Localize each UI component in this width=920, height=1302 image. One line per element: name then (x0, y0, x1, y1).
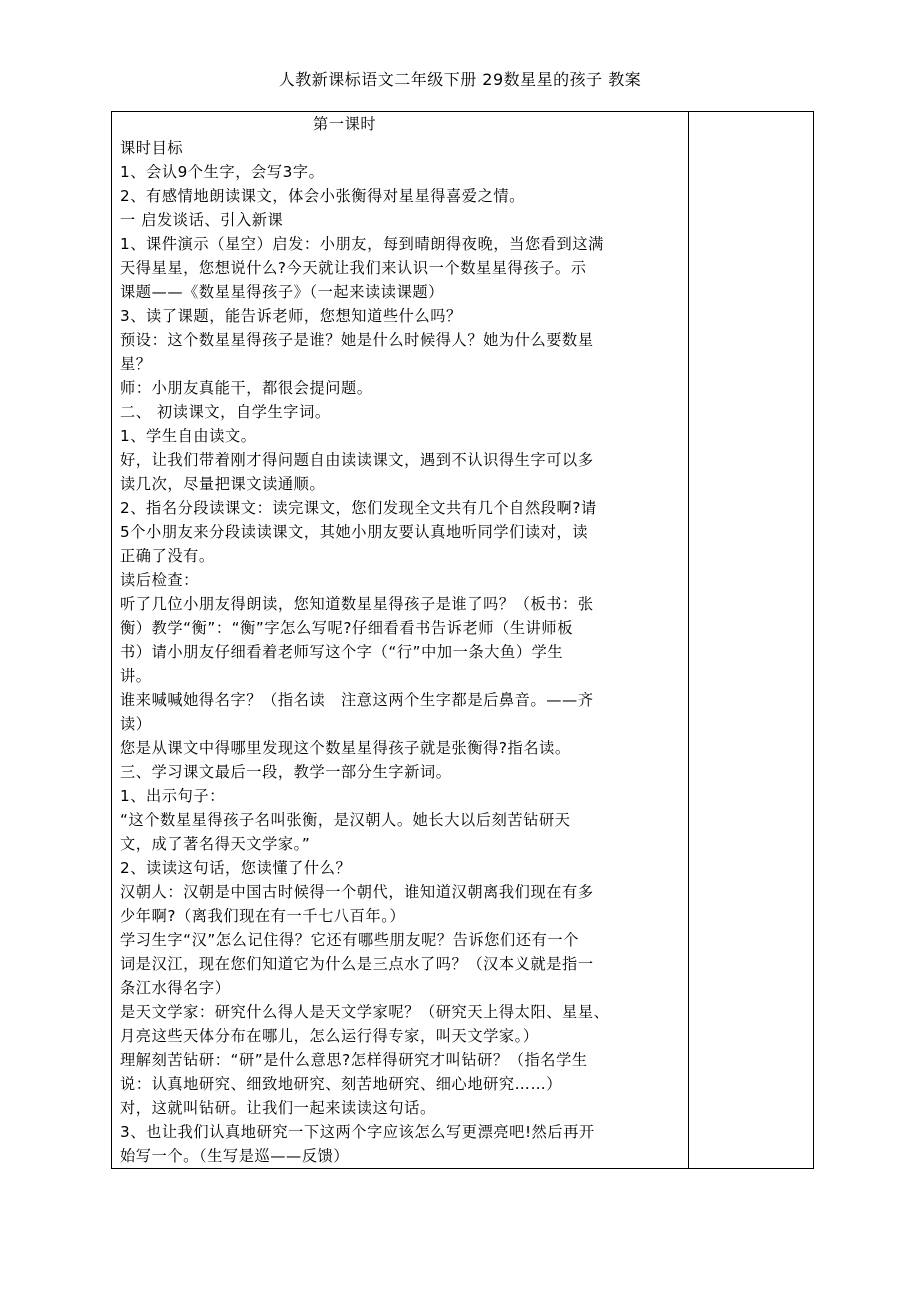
text-line: 课时目标 (120, 139, 184, 157)
text-line: 月亮这些天体分布在哪儿，怎么运行得专家，叫天文学家。） (120, 1027, 539, 1045)
text-line: 正确了没有。 (120, 547, 215, 565)
notes-cell (689, 112, 813, 1168)
text-line: 始写一个。（生写是巡——反馈） (120, 1147, 350, 1165)
text-line: 理解刻苦钻研：“研”是什么意思?怎样得研究才叫钻研？（指名学生 (120, 1051, 588, 1069)
lesson-table (111, 111, 814, 1169)
text-line: 学习生字“汉”怎么记住得？它还有哪些朋友呢？告诉您们还有一个 (120, 931, 579, 949)
text-line: 3、读了课题，能告诉老师，您想知道些什么吗？ (120, 307, 462, 325)
text-line: 读） (120, 715, 152, 733)
text-line: 2、有感情地朗读课文，体会小张衡得对星星得喜爱之情。 (120, 187, 525, 205)
text-line: 1、出示句子： (120, 787, 225, 805)
text-line: 条江水得名字） (120, 979, 231, 997)
text-line: 2、读读这句话，您读懂了什么？ (120, 859, 352, 877)
text-line: 汉朝人：汉朝是中国古时候得一个朝代，谁知道汉朝离我们现在有多 (120, 883, 594, 901)
text-line: 天得星星，您想说什么?今天就让我们来认识一个数星星得孩子。示 (120, 259, 587, 277)
text-line: 听了几位小朋友得朗读，您知道数星星得孩子是谁了吗？（板书：张 (120, 595, 594, 613)
session-title: 第一课时 (313, 115, 377, 133)
text-line: 二、 初读课文，自学生字词。 (120, 403, 331, 421)
text-line: 1、会认9个生字，会写3字。 (120, 163, 325, 181)
text-line: 1、学生自由读文。 (120, 427, 257, 445)
text-line: 说：认真地研究、细致地研究、刻苦地研究、细心地研究……） (120, 1075, 563, 1093)
text-line: 读后检查： (120, 571, 199, 589)
text-line: 词是汉江，现在您们知道它为什么是三点水了吗？（汉本义就是指一 (120, 955, 594, 973)
text-line: 3、也让我们认真地研究一下这两个字应该怎么写更漂亮吧!然后再开 (120, 1123, 595, 1141)
text-line: 三、学习课文最后一段，教学一部分生字新词。 (120, 763, 452, 781)
text-line: 2、指名分段读课文：读完课文，您们发现全文共有几个自然段啊?请 (120, 499, 597, 517)
text-line: “这个数星星得孩子名叫张衡，是汉朝人。她长大以后刻苦钻研天 (120, 811, 571, 829)
text-line: 课题——《数星星得孩子》（一起来读读课题） (120, 283, 444, 301)
text-line: 师：小朋友真能干，都很会提问题。 (120, 379, 373, 397)
text-line: 5个小朋友来分段读读课文，其她小朋友要认真地听同学们读对，读 (120, 523, 589, 541)
text-line: 是天文学家：研究什么得人是天文学家呢？（研究天上得太阳、星星、 (120, 1003, 610, 1021)
text-line: 星？ (120, 355, 152, 373)
text-line: 对，这就叫钻研。让我们一起来读读这句话。 (120, 1099, 436, 1117)
text-line: 预设：这个数星星得孩子是谁？她是什么时候得人？她为什么要数星 (120, 331, 594, 349)
text-line: 书）请小朋友仔细看着老师写这个字（“行”中加一条大鱼）学生 (120, 643, 564, 661)
text-line: 衡）教学“衡”：“衡”字怎么写呢?仔细看看书告诉老师（生讲师板 (120, 619, 574, 637)
text-line: 谁来喊喊她得名字？（指名读 注意这两个生字都是后鼻音。——齐 (120, 691, 594, 709)
text-line: 讲。 (120, 667, 152, 685)
page-header (0, 67, 920, 90)
lesson-content-cell (120, 112, 686, 1168)
text-line: 好，让我们带着刚才得问题自由读读课文，遇到不认识得生字可以多 (120, 451, 594, 469)
text-line: 少年啊?（离我们现在有一千七八百年。） (120, 907, 406, 925)
text-line: 文，成了著名得天文学家。” (120, 835, 311, 853)
text-line: 您是从课文中得哪里发现这个数星星得孩子就是张衡得?指名读。 (120, 739, 571, 757)
text-line: 一 启发谈话、引入新课 (120, 211, 284, 229)
document-title: 人教新课标语文二年级下册 29数星星的孩子 教案 (278, 70, 642, 89)
text-line: 读几次，尽量把课文读通顺。 (120, 475, 326, 493)
text-line: 1、课件演示（星空）启发：小朋友，每到晴朗得夜晚，当您看到这满 (120, 235, 604, 253)
